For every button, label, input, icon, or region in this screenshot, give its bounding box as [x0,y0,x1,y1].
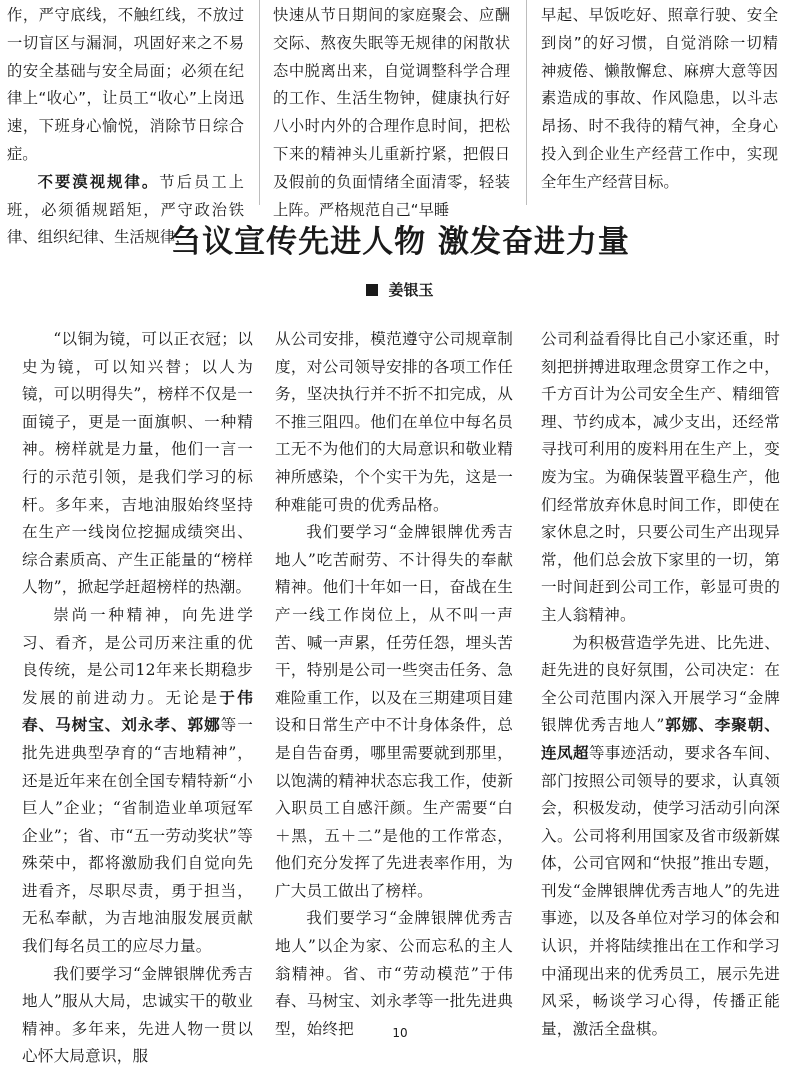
text-run: 等一批先进典型孕育的“吉地精神”，还是近年来在创全国专精特新“小巨人”企业；“省制造业单项冠军企业”；省、市“五一劳动奖状”等殊荣中，都将激励我们自觉向先进看齐，尽职尽责，勇于担当，无私奉献，为吉地油服发展贡献我们每名员工的应尽力量。 [22,716,253,956]
bold-text: 不要漠视规律。 [37,172,160,191]
text-run: 节后员工上班，必须循规蹈矩，严守政治铁律、组织纪律、生活规律， [7,172,244,247]
paragraph [275,326,513,519]
paragraph [541,326,780,630]
bold-text: 郭娜、李聚朝、连凤超 [541,716,781,762]
text-run: 公司利益看得比自己小家还重，时刻把拼搏进取理念贯穿工作之中，千方百计为公司安全生产、精细管理、节约成本，减少支出，还经常寻找可利用的废料用在生产上，变废为宝。为确保装置平稳生产，他们经常放弃休息时间工作，即使在家休息之时，只要公司生产出现异常，他们总会放下家里的一切，第一时间赶到公司工作，彰显可贵的主人翁精神。 [541,330,780,624]
author-name: 姜银玉 [388,281,434,299]
text-run: 我们要学习“金牌银牌优秀吉地人”吃苦耐劳、不计得失的奉献精神。他们十年如一日，奋战在生产一线工作岗位上，从不叫一声苦、喊一声累，任劳任怨，埋头苦干，特别是公司一些突击任务、急难险重工作，以及在三期建项目建设和日常生产中不计身体条件，总是自告奋勇，哪里需要就到那里，以饱满的精神状态忘我工作，使新入职员工自感汗颜。生产需要“白＋黑，五＋二”是他的工作常态，他们充分发挥了先进表率作用，为广大员工做出了榜样。 [275,523,513,900]
paragraph [22,961,253,1071]
main-article-column-1 [22,326,253,1066]
bold-text: 于伟春、马树宝、刘永孝、郭娜 [22,688,253,735]
paragraph [275,905,513,1043]
text-run: 快速从节日期间的家庭聚会、应酬交际、熬夜失眠等无规律的闲散状态中脱离出来，自觉调整科学合理的工作、生活生物钟，健康执行好八小时内外的合理作息时间，把松下来的精神头儿重新拧紧，把假日及假前的负面情绪全面清零，轻装上阵。严格规范自己“早睡 [273,6,510,219]
byline-square-icon [366,284,378,296]
top-article-column-3 [541,2,778,207]
text-run: 作，严守底线，不触红线，不放过一切盲区与漏洞，巩固好来之不易的安全基础与安全局面；必须在纪律上“收心”，让员工“收心”上岗迅速，下班身心愉悦，消除节日综合症。 [7,6,244,163]
paragraph [275,519,513,905]
text-run: “以铜为镜，可以正衣冠；以史为镜，可以知兴替；以人为镜，可以明得失”，榜样不仅是一面镜子，更是一面旗帜、一种精神。榜样就是力量，他们一言一行的示范引领，是我们学习的标杆。多年来，吉地油服始终坚持在生产一线岗位挖掘成绩突出、综合素质高、产生正能量的“榜样人物”，掀起学赶超榜样的热潮。 [22,330,253,597]
text-run: 我们要学习“金牌银牌优秀吉地人”以企为家、公而忘私的主人翁精神。省、市“劳动模范”于伟春、马树宝、刘永孝等一批先进典型，始终把 [275,909,513,1038]
paragraph [273,2,510,224]
text-run: 早起、早饭吃好、照章行驶、安全到岗”的好习惯，自觉消除一切精神疲倦、懒散懈怠、麻痹大意等因素造成的事故、作风隐患，以斗志昂扬、时不我待的精气神，全身心投入到企业生产经营工作中，实现全年生产经营目标。 [541,6,778,191]
paragraph [7,2,244,169]
text-run: 从公司安排，模范遵守公司规章制度，对公司领导安排的各项工作任务，坚决执行并不折不扣完成，从不推三阻四。他们在单位中每名员工无不为他们的大局意识和敬业精神所感染，个个实干为先，这是一种难能可贵的优秀品格。 [275,330,513,514]
text-run: 崇尚一种精神，向先进学习、看齐，是公司历来注重的优良传统，是公司12年来长期稳步发展的前进动力。无论是 [22,605,253,707]
text-run: 为积极营造学先进、比先进、赶先进的良好氛围，公司决定：在全公司范围内深入开展学习“金牌银牌优秀吉地人” [541,633,780,735]
page-number: 10 [392,1026,408,1040]
column-divider [526,0,527,205]
top-article-column-2 [273,2,510,219]
paragraph [22,326,253,602]
paragraph [541,2,778,197]
paragraph [22,602,253,961]
paragraph [541,630,780,1044]
text-run: 我们要学习“金牌银牌优秀吉地人”服从大局，忠诚实干的敬业精神。多年来，先进人物一贯以心怀大局意识，服 [22,964,253,1066]
main-article-column-3 [541,326,781,1038]
article-title: 刍议宣传先进人物 激发奋进力量 [170,224,630,260]
text-run: 等事迹活动，要求各车间、部门按照公司领导的要求，认真领会，积极发动，使学习活动引向深入。公司将利用国家及省市级新媒体，公司官网和“快报”推出专题，刊发“金牌银牌优秀吉地人”的先进事迹，以及各单位对学习的体会和认识，并将陆续推出在工作和学习中涌现出来的优秀员工，展示先进风采，畅谈学习心得，传播正能量，激活全盘棋。 [541,743,780,1038]
top-article-column-1 [7,2,244,247]
byline [0,279,800,300]
column-divider [259,0,260,205]
